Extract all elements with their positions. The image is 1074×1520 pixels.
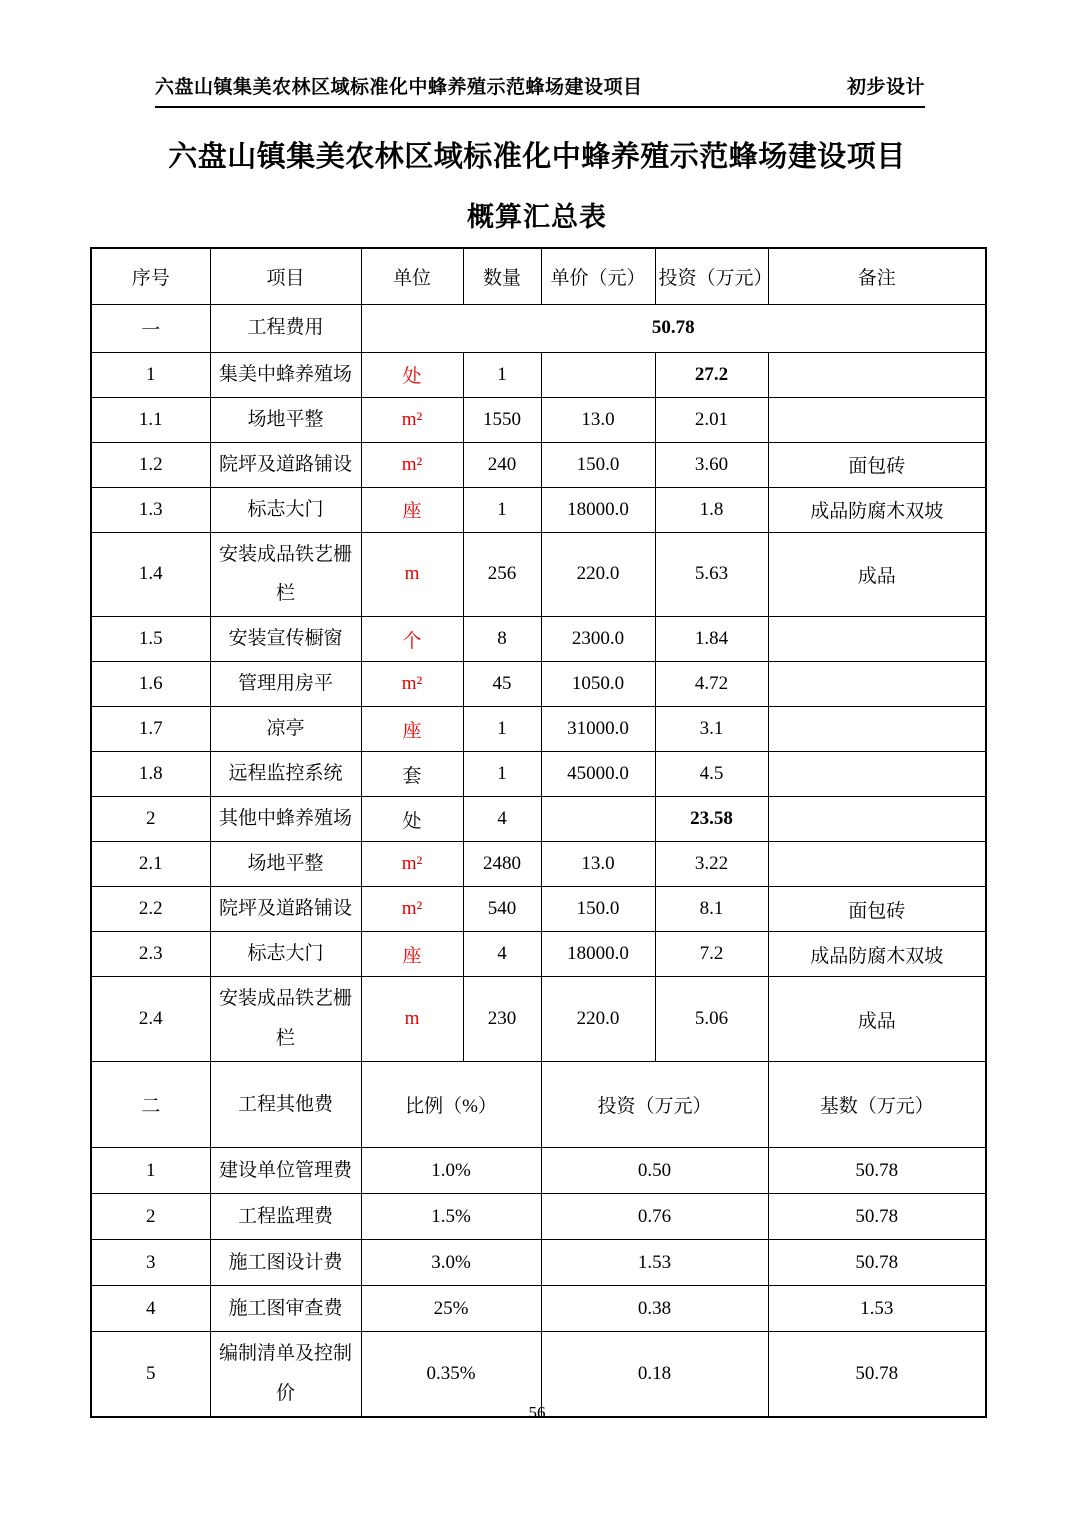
table-cell: 场地平整 (210, 397, 361, 442)
budget-table-body (91, 248, 986, 1417)
table-cell: 2300.0 (541, 617, 655, 662)
header-right-text: 初步设计 (846, 77, 925, 98)
table-cell: 工程监理费 (210, 1194, 361, 1240)
table-cell (541, 797, 655, 842)
page-header (155, 72, 925, 108)
table-cell: 1.5% (361, 1194, 541, 1240)
table-cell: 1550 (463, 397, 541, 442)
table-cell: 标志大门 (210, 487, 361, 532)
table-cell: 基数（万元） (768, 1062, 986, 1148)
table-cell: 安装宣传橱窗 (210, 617, 361, 662)
table-cell: 座 (361, 487, 463, 532)
table-cell: 比例（%） (361, 1062, 541, 1148)
table-cell (768, 842, 986, 887)
table-cell: 集美中蜂养殖场 (210, 352, 361, 397)
table-cell: 1.2 (91, 442, 210, 487)
table-cell: m² (361, 662, 463, 707)
table-cell: 1 (463, 707, 541, 752)
table-cell: 13.0 (541, 842, 655, 887)
table-cell: 0.18 (541, 1332, 768, 1417)
table-row (91, 842, 986, 887)
table-cell: m² (361, 397, 463, 442)
table-row (91, 487, 986, 532)
table-cell: 套 (361, 752, 463, 797)
table-cell: 施工图审查费 (210, 1286, 361, 1332)
table-cell: 4 (463, 797, 541, 842)
table-row (91, 797, 986, 842)
table-cell: 5.06 (655, 977, 768, 1062)
table-cell: 8 (463, 617, 541, 662)
table-cell: 投资（万元） (541, 1062, 768, 1148)
table-cell: 座 (361, 932, 463, 977)
table-cell: 成品防腐木双坡 (768, 487, 986, 532)
table-cell: 4.72 (655, 662, 768, 707)
table-cell: 150.0 (541, 442, 655, 487)
budget-summary-table (90, 247, 987, 1418)
table-cell: 3.60 (655, 442, 768, 487)
table-cell: 220.0 (541, 532, 655, 617)
table-cell: 1.7 (91, 707, 210, 752)
table-cell: 4.5 (655, 752, 768, 797)
table-cell: 4 (91, 1286, 210, 1332)
table-cell: 0.38 (541, 1286, 768, 1332)
table-cell: 3 (91, 1240, 210, 1286)
table-cell (768, 797, 986, 842)
table-cell: 1.3 (91, 487, 210, 532)
table-cell: 5.63 (655, 532, 768, 617)
header-left-text: 六盘山镇集美农林区域标准化中蜂养殖示范蜂场建设项目 (155, 77, 643, 98)
column-header-cell: 投资（万元） (655, 248, 768, 304)
table-cell: m² (361, 842, 463, 887)
table-cell: 1 (463, 352, 541, 397)
table-cell: 标志大门 (210, 932, 361, 977)
table-cell: 工程费用 (210, 304, 361, 352)
table-cell: 0.50 (541, 1148, 768, 1194)
table-cell: 管理用房平 (210, 662, 361, 707)
table-cell: 安装成品铁艺栅栏 (210, 532, 361, 617)
table-cell: 1.53 (768, 1286, 986, 1332)
table-row (91, 752, 986, 797)
table-row (91, 1062, 986, 1148)
table-cell: 施工图设计费 (210, 1240, 361, 1286)
column-header-cell: 数量 (463, 248, 541, 304)
page-number: 56 (528, 1403, 546, 1422)
table-row (91, 887, 986, 932)
table-cell: 2.3 (91, 932, 210, 977)
table-cell: 场地平整 (210, 842, 361, 887)
table-cell: 7.2 (655, 932, 768, 977)
table-cell: 240 (463, 442, 541, 487)
table-cell: 3.0% (361, 1240, 541, 1286)
table-cell: 230 (463, 977, 541, 1062)
table-cell: 150.0 (541, 887, 655, 932)
table-cell: 23.58 (655, 797, 768, 842)
table-cell (768, 397, 986, 442)
table-cell: 27.2 (655, 352, 768, 397)
table-row (91, 1286, 986, 1332)
table-cell: 2 (91, 1194, 210, 1240)
table-cell: 18000.0 (541, 487, 655, 532)
table-cell: 4 (463, 932, 541, 977)
column-header-cell: 单价（元） (541, 248, 655, 304)
table-row (91, 1148, 986, 1194)
table-cell: 院坪及道路铺设 (210, 442, 361, 487)
table-cell: 50.78 (361, 304, 986, 352)
table-cell: 个 (361, 617, 463, 662)
table-cell: 2480 (463, 842, 541, 887)
table-cell: 编制清单及控制价 (210, 1332, 361, 1417)
table-row (91, 662, 986, 707)
table-cell: 成品防腐木双坡 (768, 932, 986, 977)
table-cell: 工程其他费 (210, 1062, 361, 1148)
table-row (91, 352, 986, 397)
table-cell (768, 752, 986, 797)
table-row (91, 1240, 986, 1286)
table-row (91, 617, 986, 662)
column-header-cell: 序号 (91, 248, 210, 304)
table-cell: 220.0 (541, 977, 655, 1062)
table-row (91, 707, 986, 752)
table-cell: 25% (361, 1286, 541, 1332)
table-cell: 1 (463, 487, 541, 532)
table-cell: 建设单位管理费 (210, 1148, 361, 1194)
table-cell: 1.1 (91, 397, 210, 442)
table-cell (768, 707, 986, 752)
table-cell (768, 352, 986, 397)
table-cell: 院坪及道路铺设 (210, 887, 361, 932)
table-cell: 座 (361, 707, 463, 752)
table-cell: 处 (361, 352, 463, 397)
table-cell: 45 (463, 662, 541, 707)
table-cell (768, 617, 986, 662)
table-cell: 2.2 (91, 887, 210, 932)
table-cell: 0.35% (361, 1332, 541, 1417)
table-cell: 成品 (768, 532, 986, 617)
table-cell: m² (361, 887, 463, 932)
table-cell: 3.22 (655, 842, 768, 887)
document-title: 六盘山镇集美农林区域标准化中蜂养殖示范蜂场建设项目 (168, 141, 906, 173)
table-cell: 2.4 (91, 977, 210, 1062)
table-cell: 50.78 (768, 1148, 986, 1194)
table-cell: 1.0% (361, 1148, 541, 1194)
table-cell: 1.8 (655, 487, 768, 532)
table-cell: 1.5 (91, 617, 210, 662)
table-cell: 45000.0 (541, 752, 655, 797)
table-cell: 5 (91, 1332, 210, 1417)
table-cell (541, 352, 655, 397)
table-cell: 面包砖 (768, 887, 986, 932)
table-cell: 二 (91, 1062, 210, 1148)
table-cell: 0.76 (541, 1194, 768, 1240)
table-cell: 31000.0 (541, 707, 655, 752)
table-cell: 其他中蜂养殖场 (210, 797, 361, 842)
table-row (91, 532, 986, 617)
table-cell: 面包砖 (768, 442, 986, 487)
table-cell: 50.78 (768, 1194, 986, 1240)
table-cell: 2.1 (91, 842, 210, 887)
table-cell: 1.84 (655, 617, 768, 662)
table-cell: 1 (91, 1148, 210, 1194)
table-cell: 50.78 (768, 1240, 986, 1286)
table-header-row (91, 248, 986, 304)
table-cell: 凉亭 (210, 707, 361, 752)
table-cell: 13.0 (541, 397, 655, 442)
table-cell: 1 (463, 752, 541, 797)
table-cell: 256 (463, 532, 541, 617)
table-cell: 540 (463, 887, 541, 932)
table-cell: 1.6 (91, 662, 210, 707)
table-row (91, 442, 986, 487)
table-cell: 一 (91, 304, 210, 352)
column-header-cell: 项目 (210, 248, 361, 304)
table-cell: 8.1 (655, 887, 768, 932)
table-row (91, 977, 986, 1062)
table-cell: 2 (91, 797, 210, 842)
table-cell: m (361, 977, 463, 1062)
table-cell: m (361, 532, 463, 617)
table-cell: 1050.0 (541, 662, 655, 707)
table-cell: 1.53 (541, 1240, 768, 1286)
table-cell: 1.4 (91, 532, 210, 617)
table-cell (768, 662, 986, 707)
column-header-cell: 单位 (361, 248, 463, 304)
table-cell: 成品 (768, 977, 986, 1062)
table-cell: 1 (91, 352, 210, 397)
table-cell: 18000.0 (541, 932, 655, 977)
table-row (91, 932, 986, 977)
document-subtitle: 概算汇总表 (467, 202, 607, 232)
column-header-cell: 备注 (768, 248, 986, 304)
table-cell: 3.1 (655, 707, 768, 752)
table-cell: 1.8 (91, 752, 210, 797)
table-row (91, 304, 986, 352)
table-cell: 处 (361, 797, 463, 842)
table-row (91, 397, 986, 442)
table-row (91, 1194, 986, 1240)
table-cell: 安装成品铁艺栅栏 (210, 977, 361, 1062)
table-cell: 2.01 (655, 397, 768, 442)
table-cell: 远程监控系统 (210, 752, 361, 797)
table-cell: m² (361, 442, 463, 487)
table-cell: 50.78 (768, 1332, 986, 1417)
